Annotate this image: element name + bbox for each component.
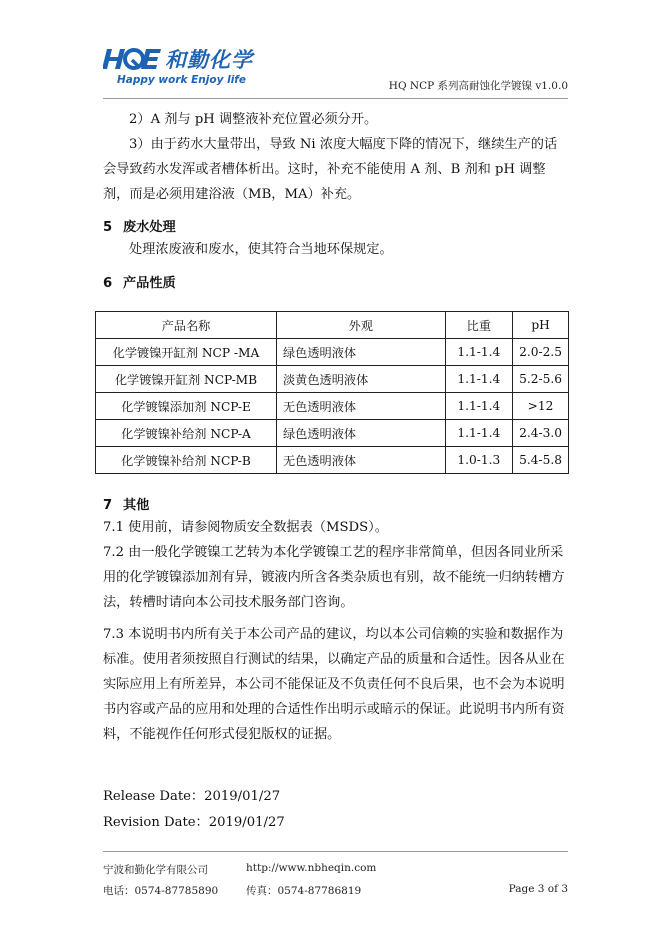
section-7-heading xyxy=(103,494,149,513)
section-5-text: 处理浓废液和废水，使其符合当地环保规定。 xyxy=(129,242,393,257)
header-appearance: 外观 xyxy=(276,312,445,339)
section-7-3: 7.3 本说明书内所有关于本公司产品的建议，均以本公司信赖的实验和数据作为标准。使用者须按照自行测试的结果，以确定产品的质量和合适性。因各从业在实际应用上有所差异，本公司不能保证及不负责任何不良后果，也不会为本说明书内容或产品的应用和处理的合适性作出明示或暗示的保证。此说明书内所有资料，不能视作任何形式侵犯版权的证据。 xyxy=(103,627,565,742)
logo-chinese-name: 和勤化学 xyxy=(165,48,253,72)
cell-product-name: 化学镀镍添加剂 NCP-E xyxy=(96,393,277,420)
product-properties-table xyxy=(95,311,569,474)
cell-appearance: 绿色透明液体 xyxy=(276,420,445,447)
cell-specific-gravity: 1.1-1.4 xyxy=(445,339,512,366)
hqe-logo-mark-icon xyxy=(103,46,163,72)
cell-specific-gravity: 1.0-1.3 xyxy=(445,447,512,474)
cell-ph: 2.0-2.5 xyxy=(513,339,569,366)
table-header-row xyxy=(96,312,569,339)
section-7-number: 7 xyxy=(103,498,113,513)
section-7-2: 7.2 由一般化学镀镍工艺转为本化学镀镍工艺的程序非常简单，但因各同业所采用的化学镀镍添加剂有异，镀液内所含各类杂质也有别，故不能统一归纳转槽方法，转槽时请向本公司技术服务部门咨询。 xyxy=(103,545,565,610)
footer-website[interactable]: http://www.nbheqin.com xyxy=(246,862,377,874)
document-title: HQ NCP 系列高耐蚀化学镀镍 v1.0.0 xyxy=(388,80,568,92)
cell-ph: 5.4-5.8 xyxy=(513,447,569,474)
note-3: 3）由于药水大量带出，导致 Ni 浓度大幅度下降的情况下，继续生产的话会导致药水发浑或者槽体析出。这时，补充不能使用 A 剂、B 剂和 pH 调整剂，而是必须用建浴液（MB，MA）补充。 xyxy=(103,137,558,202)
note-2: 2）A 剂与 pH 调整液补充位置必须分开。 xyxy=(129,112,378,127)
section-6-number: 6 xyxy=(103,276,113,291)
cell-product-name: 化学镀镍补给剂 NCP-B xyxy=(96,447,277,474)
section-5-heading xyxy=(103,216,176,235)
cell-specific-gravity: 1.1-1.4 xyxy=(445,420,512,447)
section-6-heading xyxy=(103,272,176,291)
cell-specific-gravity: 1.1-1.4 xyxy=(445,393,512,420)
section-7-1: 7.1 使用前，请参阅物质安全数据表（MSDS）。 xyxy=(103,520,388,535)
release-date: Release Date：2019/01/27 xyxy=(103,789,281,804)
table-row xyxy=(96,339,569,366)
table-row xyxy=(96,420,569,447)
section-6-title: 产品性质 xyxy=(123,276,176,291)
cell-ph: 5.2-5.6 xyxy=(513,366,569,393)
table-row xyxy=(96,393,569,420)
cell-product-name: 化学镀镍开缸剂 NCP-MB xyxy=(96,366,277,393)
section-5-title: 废水处理 xyxy=(123,220,176,235)
section-7-title: 其他 xyxy=(123,498,150,513)
footer-phone: 电话：0574-87785890 xyxy=(103,885,219,897)
footer-divider xyxy=(103,851,568,852)
footer-company: 宁波和勤化学有限公司 xyxy=(103,864,208,876)
cell-ph: 2.4-3.0 xyxy=(513,420,569,447)
cell-product-name: 化学镀镍补给剂 NCP-A xyxy=(96,420,277,447)
cell-appearance: 绿色透明液体 xyxy=(276,339,445,366)
cell-ph: >12 xyxy=(513,393,569,420)
table-row xyxy=(96,447,569,474)
header-product-name: 产品名称 xyxy=(96,312,277,339)
cell-specific-gravity: 1.1-1.4 xyxy=(445,366,512,393)
footer-page-number: Page 3 of 3 xyxy=(508,883,568,895)
header-specific-gravity: 比重 xyxy=(445,312,512,339)
cell-appearance: 无色透明液体 xyxy=(276,393,445,420)
header-ph: pH xyxy=(513,312,569,339)
company-logo xyxy=(103,44,263,92)
revision-date: Revision Date：2019/01/27 xyxy=(103,815,285,830)
logo-slogan: Happy work Enjoy life xyxy=(117,74,246,86)
cell-product-name: 化学镀镍开缸剂 NCP -MA xyxy=(96,339,277,366)
footer-fax: 传真：0574-87786819 xyxy=(246,885,362,897)
cell-appearance: 无色透明液体 xyxy=(276,447,445,474)
header-divider xyxy=(103,98,568,99)
section-5-number: 5 xyxy=(103,220,113,235)
table-row xyxy=(96,366,569,393)
cell-appearance: 淡黄色透明液体 xyxy=(276,366,445,393)
